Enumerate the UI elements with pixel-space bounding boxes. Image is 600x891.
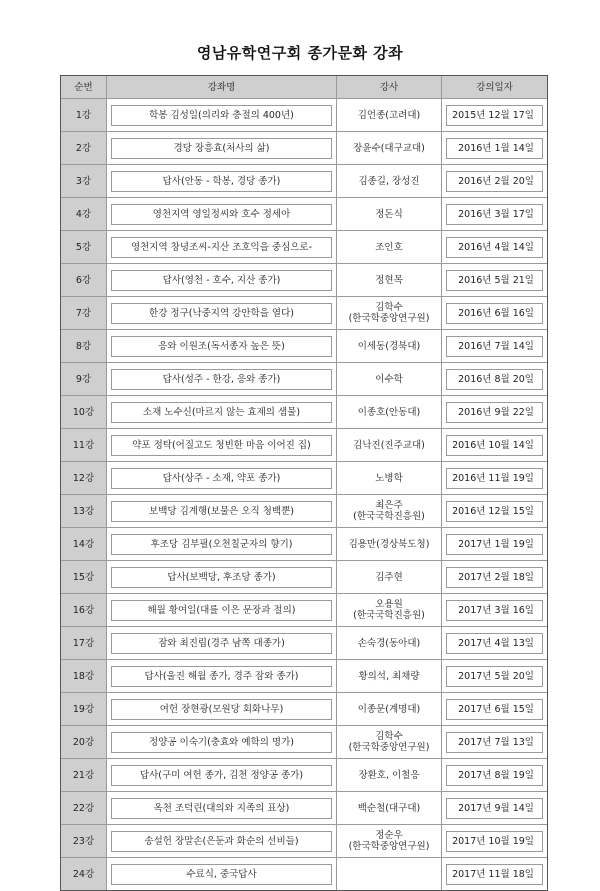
- row-number: 24강: [61, 858, 107, 890]
- table-row: [61, 759, 547, 792]
- table-row: [61, 495, 547, 528]
- lecture-date: 2016년 3월 17일: [446, 204, 543, 225]
- lecture-date-cell: [442, 594, 547, 627]
- lecture-date-cell: [442, 198, 547, 231]
- instructor-name: 김주현: [375, 571, 403, 583]
- lecture-title: 한강 정구(낙중지역 강안학을 열다): [111, 303, 332, 324]
- instructor-cell: [337, 396, 442, 429]
- lecture-title: 답사(보백당, 후조당 종가): [111, 567, 332, 588]
- lecture-title-cell: [107, 792, 337, 825]
- lecture-title: 경당 장흥효(처사의 삶): [111, 138, 332, 159]
- lecture-date-cell: [442, 627, 547, 660]
- row-number: 10강: [61, 396, 107, 429]
- instructor-name: 이수학: [375, 373, 403, 385]
- lecture-title-cell: [107, 231, 337, 264]
- table-row: [61, 330, 547, 363]
- lecture-title: 답사(울진 해월 종가, 경주 잠와 종가): [111, 666, 332, 687]
- lecture-date-cell: [442, 462, 547, 495]
- table-row: [61, 297, 547, 330]
- lecture-date-cell: [442, 825, 547, 858]
- page-title: 영남유학연구회 종가문화 강좌: [196, 44, 404, 62]
- table-row: [61, 561, 547, 594]
- row-number: 4강: [61, 198, 107, 231]
- row-number: 9강: [61, 363, 107, 396]
- instructor-name: 김학수: [375, 731, 403, 742]
- instructor-cell: [337, 165, 442, 198]
- lecture-title: 수료식, 중국답사: [111, 864, 332, 885]
- table-row: [61, 462, 547, 495]
- table-row: [61, 528, 547, 561]
- lecture-date: 2016년 9월 22일: [446, 402, 543, 423]
- instructor-cell: [337, 858, 442, 890]
- instructor-cell: [337, 627, 442, 660]
- lecture-date: 2017년 4월 13일: [446, 633, 543, 654]
- lecture-date-cell: [442, 231, 547, 264]
- lecture-date: 2017년 1월 19일: [446, 534, 543, 555]
- row-number: 18강: [61, 660, 107, 693]
- lecture-date-cell: [442, 396, 547, 429]
- header-name: 강좌명: [107, 76, 337, 99]
- lecture-title: 송설헌 장말손(은둔과 화순의 선비들): [111, 831, 332, 852]
- instructor-cell: [337, 132, 442, 165]
- lecture-date-cell: [442, 759, 547, 792]
- instructor-name: 오용원: [375, 599, 403, 610]
- lecture-title-cell: [107, 693, 337, 726]
- row-number: 16강: [61, 594, 107, 627]
- table-header-row: [61, 76, 547, 99]
- row-number: 6강: [61, 264, 107, 297]
- lecture-table: [60, 75, 548, 891]
- row-number: 14강: [61, 528, 107, 561]
- lecture-date: 2017년 2월 18일: [446, 567, 543, 588]
- lecture-title: 답사(안동 - 학봉, 경당 종가): [111, 171, 332, 192]
- lecture-date-cell: [442, 495, 547, 528]
- instructor-cell: [337, 825, 442, 858]
- lecture-date-cell: [442, 330, 547, 363]
- row-number: 20강: [61, 726, 107, 759]
- lecture-date: 2016년 11월 19일: [446, 468, 543, 489]
- lecture-title-cell: [107, 594, 337, 627]
- table-body: [61, 99, 547, 890]
- lecture-title-cell: [107, 264, 337, 297]
- lecture-date-cell: [442, 264, 547, 297]
- table-row: [61, 627, 547, 660]
- lecture-title-cell: [107, 660, 337, 693]
- lecture-date-cell: [442, 297, 547, 330]
- lecture-date: 2016년 12월 15일: [446, 501, 543, 522]
- instructor-name: 김종길, 장성진: [358, 175, 420, 187]
- lecture-date-cell: [442, 132, 547, 165]
- header-instructor: 강사: [337, 76, 442, 99]
- table-row: [61, 594, 547, 627]
- row-number: 11강: [61, 429, 107, 462]
- table-row: [61, 660, 547, 693]
- table-row: [61, 165, 547, 198]
- instructor-name: 김낙진(진주교대): [353, 439, 425, 451]
- instructor-cell: [337, 495, 442, 528]
- lecture-date: 2016년 7월 14일: [446, 336, 543, 357]
- lecture-title-cell: [107, 528, 337, 561]
- lecture-title: 보백당 김계행(보물은 오직 청백뿐): [111, 501, 332, 522]
- row-number: 7강: [61, 297, 107, 330]
- lecture-date: 2017년 3월 16일: [446, 600, 543, 621]
- row-number: 2강: [61, 132, 107, 165]
- lecture-title: 답사(상주 - 소재, 약포 종가): [111, 468, 332, 489]
- lecture-date: 2016년 8월 20일: [446, 369, 543, 390]
- lecture-date-cell: [442, 561, 547, 594]
- instructor-cell: [337, 198, 442, 231]
- lecture-date: 2017년 5월 20일: [446, 666, 543, 687]
- instructor-affiliation: (한국학중앙연구원): [348, 742, 430, 753]
- lecture-date-cell: [442, 660, 547, 693]
- row-number: 22강: [61, 792, 107, 825]
- table-row: [61, 198, 547, 231]
- lecture-title-cell: [107, 759, 337, 792]
- lecture-title-cell: [107, 495, 337, 528]
- instructor-affiliation: (한국국학진흥원): [353, 610, 425, 621]
- lecture-title-cell: [107, 99, 337, 132]
- instructor-name: 정돈식: [375, 208, 403, 220]
- instructor-name: 이세동(경북대): [357, 340, 421, 352]
- lecture-date-cell: [442, 363, 547, 396]
- lecture-date: 2017년 9월 14일: [446, 798, 543, 819]
- lecture-title: 해월 황여일(대를 이은 문장과 절의): [111, 600, 332, 621]
- row-number: 5강: [61, 231, 107, 264]
- instructor-cell: [337, 99, 442, 132]
- lecture-title: 학봉 김성일(의리와 충절의 400년): [111, 105, 332, 126]
- row-number: 19강: [61, 693, 107, 726]
- lecture-title: 소재 노수신(마르지 않는 효제의 샘물): [111, 402, 332, 423]
- lecture-title-cell: [107, 429, 337, 462]
- instructor-name: 이종호(안동대): [357, 406, 421, 418]
- header-num: 순번: [61, 76, 107, 99]
- instructor-cell: [337, 693, 442, 726]
- instructor-name: 김학수: [375, 302, 403, 313]
- instructor-cell: [337, 429, 442, 462]
- lecture-date-cell: [442, 99, 547, 132]
- instructor-name: 김용만(경상북도청): [348, 538, 430, 550]
- lecture-title: 옥천 조덕린(대의와 지족의 표상): [111, 798, 332, 819]
- lecture-title: 답사(영천 - 호수, 지산 종가): [111, 270, 332, 291]
- table-row: [61, 132, 547, 165]
- lecture-title-cell: [107, 363, 337, 396]
- row-number: 8강: [61, 330, 107, 363]
- lecture-title-cell: [107, 462, 337, 495]
- lecture-title: 답사(구미 여헌 종가, 김천 정양공 종가): [111, 765, 332, 786]
- instructor-name: 장환호, 이철응: [358, 769, 420, 781]
- header-date: 강의일자: [442, 76, 547, 99]
- lecture-date-cell: [442, 858, 547, 890]
- lecture-date-cell: [442, 792, 547, 825]
- lecture-date: 2017년 6월 15일: [446, 699, 543, 720]
- row-number: 1강: [61, 99, 107, 132]
- lecture-title-cell: [107, 561, 337, 594]
- instructor-cell: [337, 264, 442, 297]
- row-number: 13강: [61, 495, 107, 528]
- lecture-date: 2016년 4월 14일: [446, 237, 543, 258]
- instructor-cell: [337, 528, 442, 561]
- lecture-title-cell: [107, 726, 337, 759]
- lecture-title-cell: [107, 858, 337, 890]
- lecture-date: 2016년 10월 14일: [446, 435, 543, 456]
- lecture-title: 응와 이원조(독서종자 높은 뜻): [111, 336, 332, 357]
- instructor-cell: [337, 363, 442, 396]
- table-row: [61, 726, 547, 759]
- lecture-date: 2015년 12월 17일: [446, 105, 543, 126]
- table-row: [61, 231, 547, 264]
- lecture-date-cell: [442, 528, 547, 561]
- table-row: [61, 264, 547, 297]
- instructor-name: 장윤수(대구교대): [353, 142, 425, 154]
- table-row: [61, 858, 547, 890]
- lecture-title: 잠와 최진립(경주 남쪽 대종가): [111, 633, 332, 654]
- instructor-cell: [337, 594, 442, 627]
- instructor-name: 조인호: [375, 241, 403, 253]
- lecture-title-cell: [107, 627, 337, 660]
- instructor-name: 손숙경(동아대): [357, 637, 421, 649]
- table-row: [61, 363, 547, 396]
- lecture-date-cell: [442, 693, 547, 726]
- instructor-cell: [337, 759, 442, 792]
- instructor-name: 김언종(고려대): [357, 109, 421, 121]
- lecture-title-cell: [107, 297, 337, 330]
- instructor-cell: [337, 297, 442, 330]
- lecture-title: 후조당 김부필(오천칠군자의 향기): [111, 534, 332, 555]
- lecture-title-cell: [107, 396, 337, 429]
- instructor-cell: [337, 660, 442, 693]
- lecture-title-cell: [107, 825, 337, 858]
- lecture-title-cell: [107, 330, 337, 363]
- table-row: [61, 99, 547, 132]
- instructor-name: 정현목: [375, 274, 403, 286]
- table-row: [61, 429, 547, 462]
- instructor-name: 정순우: [375, 830, 403, 841]
- lecture-date-cell: [442, 429, 547, 462]
- instructor-cell: [337, 726, 442, 759]
- lecture-date: 2017년 7월 13일: [446, 732, 543, 753]
- instructor-cell: [337, 792, 442, 825]
- instructor-affiliation: (한국학중앙연구원): [348, 313, 430, 324]
- lecture-title: 약포 정탁(어질고도 청빈한 마음 이어진 집): [111, 435, 332, 456]
- lecture-date: 2016년 1월 14일: [446, 138, 543, 159]
- lecture-date: 2017년 10월 19일: [446, 831, 543, 852]
- instructor-cell: [337, 561, 442, 594]
- lecture-title-cell: [107, 132, 337, 165]
- instructor-cell: [337, 330, 442, 363]
- lecture-title-cell: [107, 165, 337, 198]
- instructor-name: 노병학: [375, 472, 403, 484]
- row-number: 3강: [61, 165, 107, 198]
- lecture-date-cell: [442, 726, 547, 759]
- instructor-name: 황의석, 최채량: [358, 670, 420, 682]
- lecture-title: 답사(성주 - 한강, 응와 종가): [111, 369, 332, 390]
- lecture-date: 2016년 6월 16일: [446, 303, 543, 324]
- table-row: [61, 396, 547, 429]
- instructor-name: 이종문(계명대): [357, 703, 421, 715]
- instructor-name: 최은주: [375, 500, 403, 511]
- lecture-date-cell: [442, 165, 547, 198]
- row-number: 12강: [61, 462, 107, 495]
- lecture-title: 정양공 이숙기(충효와 예학의 명가): [111, 732, 332, 753]
- table-row: [61, 792, 547, 825]
- instructor-cell: [337, 462, 442, 495]
- lecture-title: 여헌 장현광(모원당 회화나무): [111, 699, 332, 720]
- lecture-date: 2017년 8월 19일: [446, 765, 543, 786]
- row-number: 17강: [61, 627, 107, 660]
- table-row: [61, 693, 547, 726]
- lecture-date: 2017년 11월 18일: [446, 864, 543, 885]
- instructor-affiliation: (한국학중앙연구원): [348, 841, 430, 852]
- lecture-title: 영천지역 영일정씨와 호수 정세아: [111, 204, 332, 225]
- lecture-title: 영천지역 창녕조씨-지산 조호익을 중심으로-: [111, 237, 332, 258]
- row-number: 21강: [61, 759, 107, 792]
- instructor-affiliation: (한국국학진흥원): [353, 511, 425, 522]
- instructor-cell: [337, 231, 442, 264]
- lecture-date: 2016년 2월 20일: [446, 171, 543, 192]
- row-number: 23강: [61, 825, 107, 858]
- lecture-title-cell: [107, 198, 337, 231]
- table-row: [61, 825, 547, 858]
- row-number: 15강: [61, 561, 107, 594]
- lecture-date: 2016년 5월 21일: [446, 270, 543, 291]
- instructor-name: 백순철(대구대): [357, 802, 421, 814]
